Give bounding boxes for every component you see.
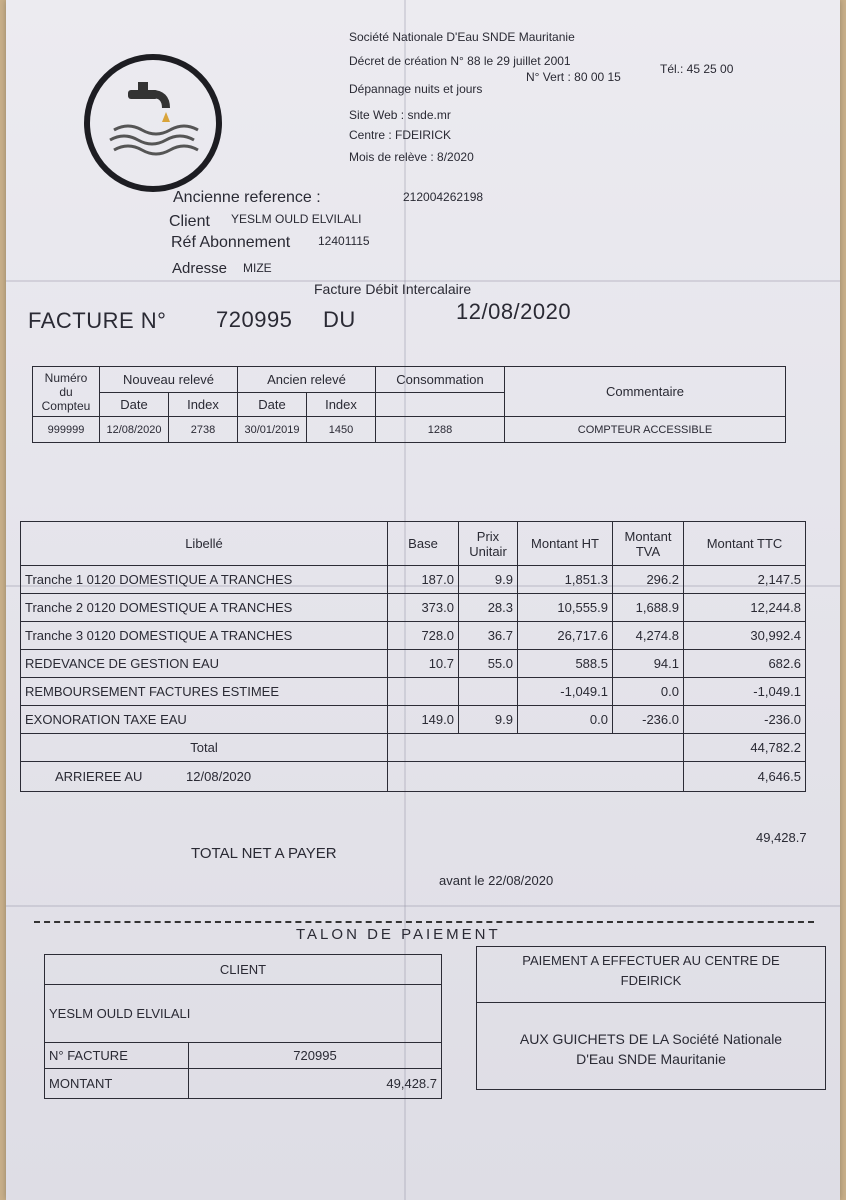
unit-price-header: Prix Unitair xyxy=(459,522,518,566)
line-unit-price: 9.9 xyxy=(459,706,518,734)
new-index-header: Index xyxy=(169,393,238,417)
arrears-date: 12/08/2020 xyxy=(186,769,252,784)
line-tva: 94.1 xyxy=(613,650,684,678)
new-index: 2738 xyxy=(169,417,238,443)
payment-centre-line1: PAIEMENT A EFFECTUER AU CENTRE DE xyxy=(522,953,780,968)
consumption-subheader xyxy=(376,393,505,417)
ttc-header: Montant TTC xyxy=(684,522,806,566)
meter-number-header: Numéro du Compteu xyxy=(33,367,100,417)
billing-row xyxy=(21,650,806,678)
line-base xyxy=(388,678,459,706)
address-label: Adresse xyxy=(172,260,228,277)
line-unit-price: 55.0 xyxy=(459,650,518,678)
centre: Centre : FDEIRICK xyxy=(349,128,452,142)
consumption-header: Consommation xyxy=(376,367,505,393)
new-reading-header: Nouveau relevé xyxy=(100,367,238,393)
subscription-value: 12401115 xyxy=(318,234,370,248)
old-index: 1450 xyxy=(307,417,376,443)
line-label: REDEVANCE DE GESTION EAU xyxy=(21,650,388,678)
line-unit-price: 36.7 xyxy=(459,622,518,650)
coupon-amount-label: MONTANT xyxy=(45,1069,189,1099)
tva-header: Montant TVA xyxy=(613,522,684,566)
payment-centre-line2: FDEIRICK xyxy=(620,973,682,988)
old-reading-header: Ancien relevé xyxy=(238,367,376,393)
total-label: Total xyxy=(21,734,388,762)
billing-table xyxy=(20,521,806,792)
line-tva: 296.2 xyxy=(613,566,684,594)
invoice-du: DU xyxy=(323,307,356,332)
reading-month: Mois de relève : 8/2020 xyxy=(349,150,474,164)
snde-logo xyxy=(84,54,222,192)
total-value: 44,782.2 xyxy=(684,734,806,762)
line-ttc: 682.6 xyxy=(684,650,806,678)
line-tva: 1,688.9 xyxy=(613,594,684,622)
decree-text: Décret de création N° 88 le 29 juillet 2001 xyxy=(349,54,571,68)
line-base: 373.0 xyxy=(388,594,459,622)
line-base: 728.0 xyxy=(388,622,459,650)
line-tva: 4,274.8 xyxy=(613,622,684,650)
line-tva: -236.0 xyxy=(613,706,684,734)
arrears-spacer xyxy=(388,762,684,792)
coupon-amount-value: 49,428.7 xyxy=(189,1069,442,1099)
invoice-number-label: FACTURE N° xyxy=(28,308,167,333)
invoice-date: 12/08/2020 xyxy=(456,299,572,324)
line-label: REMBOURSEMENT FACTURES ESTIMEE xyxy=(21,678,388,706)
line-label: Tranche 1 0120 DOMESTIQUE A TRANCHES xyxy=(21,566,388,594)
old-index-header: Index xyxy=(307,393,376,417)
line-ht: -1,049.1 xyxy=(518,678,613,706)
payment-counters-line1: AUX GUICHETS DE LA Société Nationale xyxy=(519,1031,783,1047)
line-label: EXONORATION TAXE EAU xyxy=(21,706,388,734)
client-name: YESLM OULD ELVILALI xyxy=(231,212,362,226)
client-label: Client xyxy=(169,213,210,230)
ht-header: Montant HT xyxy=(518,522,613,566)
line-ht: 588.5 xyxy=(518,650,613,678)
arrears-label: ARRIEREE AU xyxy=(55,769,143,784)
libelle-header: Libellé xyxy=(21,522,388,566)
line-ttc: -1,049.1 xyxy=(684,678,806,706)
service-text: Dépannage nuits et jours xyxy=(349,82,483,96)
address-value: MIZE xyxy=(243,261,272,275)
line-ht: 10,555.9 xyxy=(518,594,613,622)
coupon-cut-line xyxy=(34,921,814,923)
coupon-client-name: YESLM OULD ELVILALI xyxy=(45,985,442,1043)
comment-header: Commentaire xyxy=(505,367,786,417)
line-ht: 1,851.3 xyxy=(518,566,613,594)
coupon-client-header: CLIENT xyxy=(45,955,442,985)
line-base: 10.7 xyxy=(388,650,459,678)
line-ht: 26,717.6 xyxy=(518,622,613,650)
coupon-invoice-value: 720995 xyxy=(189,1043,442,1069)
line-tva: 0.0 xyxy=(613,678,684,706)
old-ref-label: Ancienne reference : xyxy=(173,189,321,206)
meter-table xyxy=(32,366,786,443)
invoice-type: Facture Débit Intercalaire xyxy=(314,281,472,297)
company-name: Société Nationale D'Eau SNDE Mauritanie xyxy=(349,30,575,44)
consumption-value: 1288 xyxy=(376,417,505,443)
net-total-value: 49,428.7 xyxy=(756,830,807,845)
fold-line xyxy=(6,905,840,907)
arrears-value: 4,646.5 xyxy=(684,762,806,792)
invoice-paper xyxy=(6,0,840,1200)
line-base: 149.0 xyxy=(388,706,459,734)
line-unit-price: 28.3 xyxy=(459,594,518,622)
payment-location-box xyxy=(476,946,826,1090)
old-date: 30/01/2019 xyxy=(238,417,307,443)
billing-row xyxy=(21,678,806,706)
billing-row xyxy=(21,622,806,650)
payment-counters xyxy=(477,1003,825,1069)
meter-number: 999999 xyxy=(33,417,100,443)
invoice-number: 720995 xyxy=(216,307,293,332)
new-date-header: Date xyxy=(100,393,169,417)
payment-counters-line2: D'Eau SNDE Mauritanie xyxy=(576,1051,726,1067)
old-date-header: Date xyxy=(238,393,307,417)
line-unit-price xyxy=(459,678,518,706)
due-date: avant le 22/08/2020 xyxy=(439,873,554,888)
coupon-title: TALON DE PAIEMENT xyxy=(296,926,501,943)
arrears-cell xyxy=(21,762,388,792)
line-label: Tranche 3 0120 DOMESTIQUE A TRANCHES xyxy=(21,622,388,650)
coupon-client-table xyxy=(44,954,442,1099)
line-ttc: -236.0 xyxy=(684,706,806,734)
billing-row xyxy=(21,594,806,622)
billing-rows xyxy=(21,566,806,734)
base-header: Base xyxy=(388,522,459,566)
billing-row xyxy=(21,706,806,734)
subscription-label: Réf Abonnement xyxy=(171,234,291,251)
net-total-label: TOTAL NET A PAYER xyxy=(191,845,337,862)
old-ref-value: 212004262198 xyxy=(403,190,484,204)
line-unit-price: 9.9 xyxy=(459,566,518,594)
line-label: Tranche 2 0120 DOMESTIQUE A TRANCHES xyxy=(21,594,388,622)
green-number: N° Vert : 80 00 15 xyxy=(526,70,621,84)
line-base: 187.0 xyxy=(388,566,459,594)
water-tap-icon xyxy=(90,60,216,186)
new-date: 12/08/2020 xyxy=(100,417,169,443)
line-ttc: 12,244.8 xyxy=(684,594,806,622)
line-ttc: 30,992.4 xyxy=(684,622,806,650)
payment-centre xyxy=(477,947,825,1003)
coupon-invoice-label: N° FACTURE xyxy=(45,1043,189,1069)
total-spacer xyxy=(388,734,684,762)
line-ttc: 2,147.5 xyxy=(684,566,806,594)
line-ht: 0.0 xyxy=(518,706,613,734)
telephone: Tél.: 45 25 00 xyxy=(660,62,734,76)
billing-row xyxy=(21,566,806,594)
comment-value: COMPTEUR ACCESSIBLE xyxy=(505,417,786,443)
website: Site Web : snde.mr xyxy=(349,108,451,122)
